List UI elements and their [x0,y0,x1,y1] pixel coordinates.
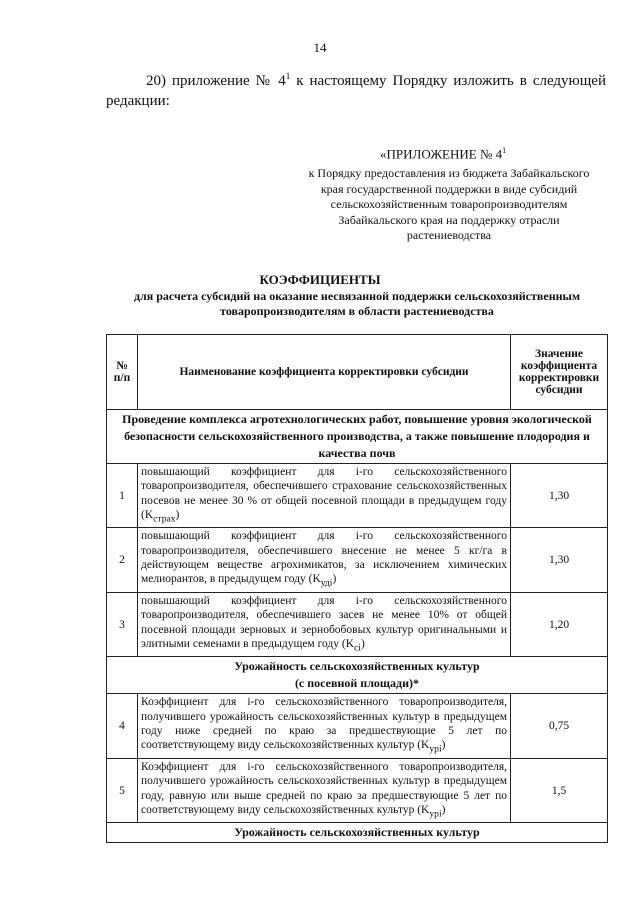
row-text-end: ) [360,637,365,650]
row-number: 1 [107,464,138,528]
row-number: 5 [107,758,138,822]
section-heading: Урожайность сельскохозяйственных культур [107,823,608,843]
row-number: 3 [107,592,138,656]
row-value: 1,20 [511,592,608,656]
row-value: 1,5 [511,758,608,822]
appendix-subtitle: к Порядку предоставления из бюджета Забайкальского края государственной поддержки в виде субсидий сельскохозяйственным товаропроизводителям Забайкальского края на поддержку отрасли растениеводства [308,166,590,242]
section-heading: Проведение комплекса агротехнологических работ, повышение уровня экологической безопасности сельскохозяйственного производства, а также повышение плодородия и качества почв [107,410,608,464]
appendix-title [380,146,506,162]
row-description [138,694,511,758]
coefficients-table [106,334,608,843]
table-row [107,592,608,656]
page-number: 14 [313,40,327,55]
row-description [138,592,511,656]
appendix-title-text: «ПРИЛОЖЕНИЕ № 4 [380,146,503,162]
section-row-yield-continued [107,823,608,843]
section-heading-line2: (с посевной площади)* [294,676,420,691]
row-value: 0,75 [511,694,608,758]
appendix-title-sup: 1 [502,146,507,155]
row-text-end: ) [441,739,446,752]
row-text: Коэффициент для i-го сельскохозяйственного товаропроизводителя, получившего урожайность сельскохозяйственных культур в предыдущем году ниже средней по краю за предшествующие 5 лет по соответствующему виду сельскохозяйственных культур (K [141,696,507,752]
row-sub: удi [320,577,333,589]
table-row [107,464,608,528]
header-value: Значение коэффициента корректировки субсидии [511,335,608,410]
row-description [138,758,511,822]
header-num: № п/п [107,335,138,410]
row-text: Коэффициент для i-го сельскохозяйственного товаропроизводителя, получившего урожайность сельскохозяйственных культур в предыдущем году, равную или выше средней по краю за предшествующие 5 лет по соответствующему виду сельскохозяйственных культур (K [141,760,507,816]
document-subtitle: для расчета субсидий на оказание несвязанной поддержки сельскохозяйственным товаропроизводителям в области растениеводства [133,289,581,318]
row-value: 1,30 [511,464,608,528]
section-heading-line1: Урожайность сельскохозяйственных культур [234,659,480,674]
table-row [107,694,608,758]
table-row [107,758,608,822]
intro-text-pre: 20) приложение № 4 [146,73,286,89]
section-row-agrotech [107,410,608,464]
row-value: 1,30 [511,528,608,592]
table-row [107,528,608,592]
row-text-end: ) [441,803,446,816]
header-name: Наименование коэффициента корректировки субсидии [138,335,511,410]
row-sub: урi [429,743,442,755]
intro-paragraph [106,66,606,111]
row-number: 4 [107,694,138,758]
row-sub: сi [354,642,361,654]
document-title: КОЭФФИЦИЕНТЫ [259,272,381,287]
section-row-yield [107,657,608,694]
row-sub: урi [429,808,442,820]
row-text: повышающий коэффициент для i-го сельскохозяйственного товаропроизводителя, обеспечившего страхование сельскохозяйственных посевов не менее 30 % от общей посевной площади в предыдущем году (K [141,466,507,521]
intro-sup: 1 [285,71,291,81]
row-description [138,528,511,592]
row-text: повышающий коэффициент для i-го сельскохозяйственного товаропроизводителя, обеспечившего внесение не менее 5 кг/га в действующем веществе агрохимикатов, за исключением химических мелиорантов, в предыдущем году (K [141,530,507,586]
row-description [138,464,511,528]
intro-text-post: к настоящему Порядку изложить в следующей редакции: [106,73,606,109]
row-number: 2 [107,528,138,592]
table-header-row [107,335,608,410]
row-sub: страх [153,513,176,525]
row-text-end: ) [332,573,337,586]
row-text-end: ) [175,508,180,521]
section-heading [107,657,608,694]
row-text: повышающий коэффициент для i-го сельскохозяйственного товаропроизводителя, обеспечившего засев не менее 10% от общей посевной площади зерновых и зернобобовых культур оригинальными и элитными семенами в предыдущем году (K [141,594,507,650]
